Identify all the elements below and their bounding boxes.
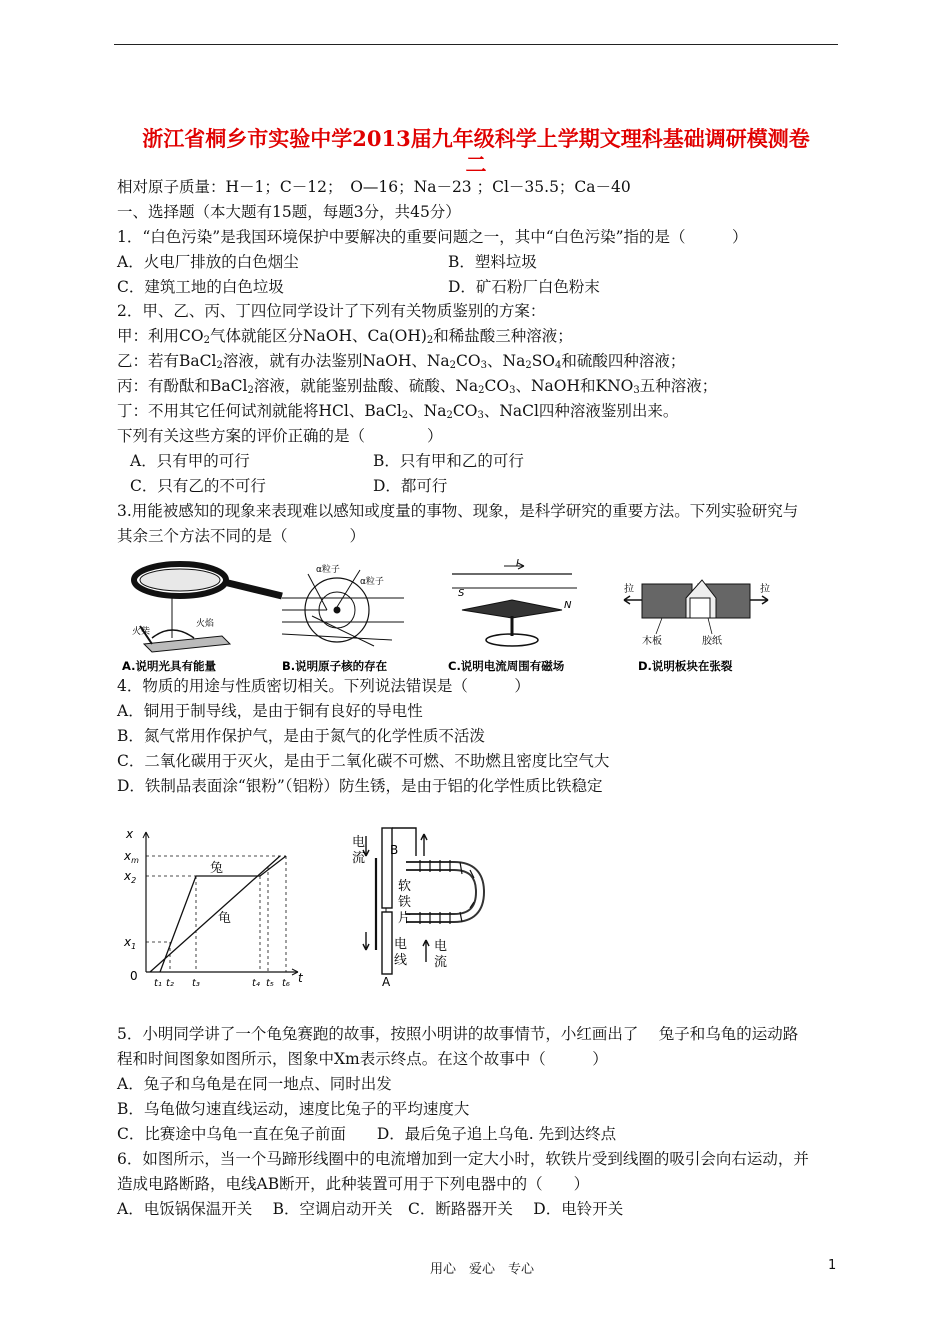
q2-plan-yi: 乙：若有BaCl$_2$溶液，就有办法鉴别NaOH、$Na_2CO_3$、$Na_2SO_4$和硫酸四种溶液； (117, 352, 686, 371)
turtle-label: 龟 (218, 911, 232, 926)
current-label-top-2: 流 (352, 851, 366, 866)
q5-option-b: B．乌龟做匀速直线运动，速度比兔子的平均速度大 (117, 1100, 470, 1118)
q5-option-cd: C．比赛途中乌龟一直在兔子前面 D．最后兔子追上乌龟. 先到达终点 (117, 1125, 617, 1143)
pole-s-label: S (458, 588, 465, 599)
q6-options: A．电饭锅保温开关 B．空调启动开关 C．断路器开关 D．电铃开关 (117, 1200, 624, 1218)
plate-figure (624, 580, 768, 634)
tick-xm: $x_m$ (124, 849, 139, 865)
pull-label-left: 拉 (624, 584, 634, 595)
q2-option-d: D．都可行 (373, 477, 448, 495)
page-title-continued: 二 (465, 152, 487, 177)
q2-plan-ding: 丁：不用其它任何试剂就能将HCl、BaCl$_2$、$Na_2CO_3$、NaCl四种溶液鉴别出来。 (117, 402, 679, 421)
q3-figure-strip (112, 558, 792, 678)
axis-t-label: t (298, 971, 303, 985)
iron-label-3: 片 (398, 911, 412, 926)
current-label-top-1: 电 (352, 835, 366, 850)
header-rule (114, 44, 838, 45)
q1-option-a: A．火电厂排放的白色烟尘 (117, 253, 299, 271)
axis-x-label: x (126, 827, 134, 841)
caption-b: B.说明原子核的存在 (282, 659, 388, 673)
page-title: 浙江省桐乡市实验中学2013届九年级科学上学期文理科基础调研模测卷 (142, 126, 810, 151)
q4-option-b: B．氮气常用作保护气，是由于氮气的化学性质不活泼 (117, 727, 485, 745)
alpha-particle-label-2: α粒子 (360, 577, 384, 587)
caption-a: A.说明光具有能量 (122, 659, 216, 673)
tape-label: 胶纸 (702, 636, 722, 647)
q6-stem-line2: 造成电路断路，电线AB断开，此种装置可用于下列电器中的（ ） (117, 1175, 590, 1193)
q4-option-a: A．铜用于制导线，是由于铜有良好的导电性 (117, 702, 423, 720)
pole-n-label: N (564, 600, 572, 611)
current-label-i: I (516, 558, 519, 569)
iron-label-1: 软 (398, 879, 412, 894)
atomic-masses: 相对原子质量：H－1；C－12； O—16；Na－23 ；Cl－35.5；Ca－40 (117, 178, 631, 196)
q3-stem-line1: 3.用能被感知的现象来表现难以感知或度量的事物、现象，是科学研究的重要方法。下列实验研究与 (117, 502, 799, 520)
q3-stem-line2: 其余三个方法不同的是（ ） (117, 527, 366, 545)
relay-drawing (363, 828, 480, 974)
terminal-b-label: B (390, 843, 399, 857)
q1-option-c: C．建筑工地的白色垃圾 (117, 278, 284, 296)
q1-stem: 1．“白色污染”是我国环境保护中要解决的重要问题之一，其中“白色污染”指的是（ ） (117, 228, 748, 246)
origin-label: 0 (130, 969, 138, 983)
tick-t3: t₃ (192, 978, 200, 989)
rabbit-label: 兔 (210, 861, 224, 876)
current-label-bottom-2: 流 (434, 955, 448, 970)
race-graph (110, 822, 310, 992)
q5-stem-line2: 程和时间图象如图所示，图象中Xm表示终点。在这个故事中（ ） (117, 1050, 608, 1068)
q2-question: 下列有关这些方案的评价正确的是（ ） (117, 427, 443, 445)
wire-label-2: 线 (394, 953, 408, 968)
tick-t4: t₄ (252, 978, 260, 989)
page-number: 1 (828, 1258, 837, 1273)
caption-c: C.说明电流周围有磁场 (448, 659, 565, 673)
pull-label-right: 拉 (760, 584, 770, 595)
q2-option-c: C．只有乙的不可行 (130, 477, 266, 495)
relay-figure (346, 822, 496, 992)
section-heading: 一、选择题（本大题有15题，每题3分，共45分） (117, 203, 461, 221)
match-label: 火柴 (132, 627, 151, 637)
q2-stem: 2．甲、乙、丙、丁四位同学设计了下列有关物质鉴别的方案： (117, 302, 546, 320)
q4-option-d: D．铁制品表面涂“银粉”（铝粉）防生锈，是由于铝的化学性质比铁稳定 (117, 777, 603, 795)
tick-x1: $x_1$ (124, 935, 137, 951)
tick-t5: t₅ (266, 978, 274, 989)
flame-label: 火焰 (196, 619, 215, 629)
q6-stem-line1: 6．如图所示，当一个马蹄形线圈中的电流增加到一定大小时，软铁片受到线圈的吸引会向右运动，并 (117, 1150, 809, 1168)
q2-plan-jia: 甲：利用$CO_2$气体就能区分NaOH、$Ca(OH)_2$和稀盐酸三种溶液； (117, 327, 573, 346)
q2-option-b: B．只有甲和乙的可行 (373, 452, 524, 470)
q1-option-d: D．矿石粉厂白色粉末 (448, 278, 600, 296)
caption-d: D.说明板块在张裂 (638, 659, 733, 673)
oersted-figure (452, 563, 577, 646)
wire-label-1: 电 (394, 937, 408, 952)
alpha-particle-label-1: α粒子 (316, 565, 340, 575)
tick-t1: t₁ (154, 978, 162, 989)
q5-stem-line1: 5．小明同学讲了一个龟兔赛跑的故事，按照小明讲的故事情节，小红画出了 兔子和乌龟的运动路 (117, 1025, 799, 1043)
tick-t2: t₂ (166, 978, 174, 989)
q2-option-a: A．只有甲的可行 (130, 452, 250, 470)
iron-label-2: 铁 (398, 895, 412, 910)
current-label-bottom-1: 电 (434, 939, 448, 954)
tick-x2: $x_2$ (124, 869, 137, 885)
q1-option-b: B．塑料垃圾 (448, 253, 537, 271)
terminal-a-label: A (382, 975, 391, 989)
q4-stem: 4．物质的用途与性质密切相关。下列说法错误是（ ） (117, 677, 530, 695)
footer-motto: 用心 爱心 专心 (430, 1262, 535, 1277)
q2-plan-bing: 丙：有酚酞和BaCl$_2$溶液，就能鉴别盐酸、硫酸、$Na_2CO_3$、NaOH和$KNO_3$五种溶液； (117, 377, 718, 396)
tick-t6: t₆ (282, 978, 290, 989)
magnifier-figure (134, 564, 282, 652)
board-label: 木板 (642, 636, 662, 647)
q5-option-a: A．兔子和乌龟是在同一地点、同时出发 (117, 1075, 392, 1093)
q4-option-c: C．二氧化碳用于灭火，是由于二氧化碳不可燃、不助燃且密度比空气大 (117, 752, 610, 770)
alpha-scattering-figure (282, 570, 404, 646)
